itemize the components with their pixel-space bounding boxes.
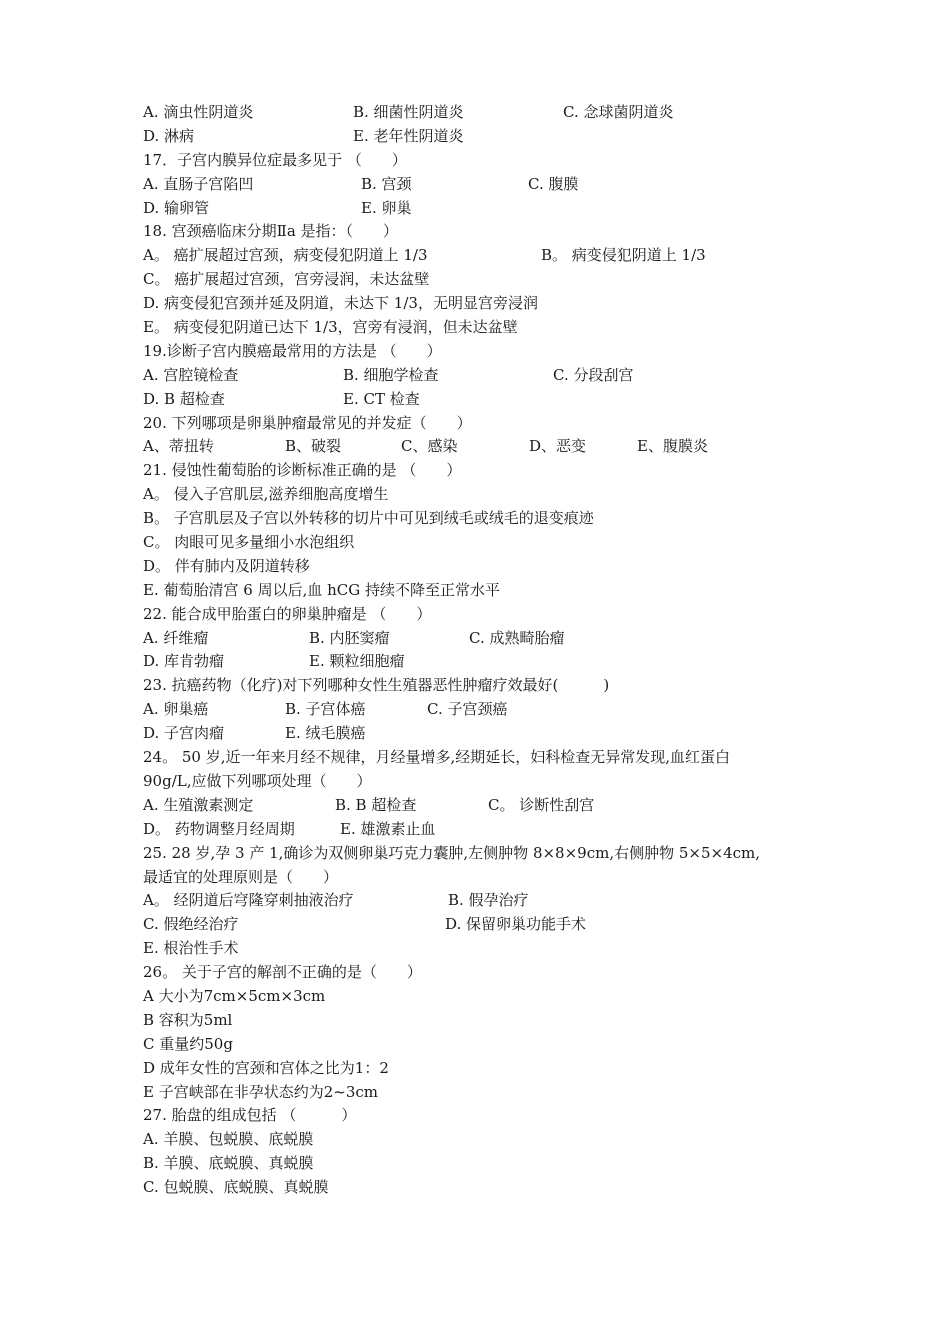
- option-text: C. 腹膜: [528, 174, 579, 193]
- line-text: 21. 侵蚀性葡萄胎的诊断标准正确的是 （ ）: [143, 461, 462, 480]
- option-text: D。 药物调整月经周期: [143, 819, 295, 838]
- option-text: B. B 超检查: [335, 795, 417, 814]
- document-body: [143, 101, 843, 1200]
- option-text: A. 直肠子宫陷凹: [143, 174, 254, 193]
- line-text: 24。 50 岁,近一年来月经不规律，月经量增多,经期延长，妇科检查无异常发现,血红蛋白: [143, 748, 731, 767]
- line-text: A 大小为7cm×5cm×3cm: [143, 986, 326, 1005]
- text-line: [143, 866, 843, 890]
- option-text: A。 癌扩展超过宫颈，病变侵犯阴道上 1/3: [143, 246, 428, 265]
- option-text: B. 宫颈: [361, 174, 412, 193]
- option-text: C。 诊断性刮宫: [488, 795, 595, 814]
- text-line: [143, 1152, 843, 1176]
- option-text: B. 子宫体癌: [285, 700, 366, 719]
- option-text: A、蒂扭转: [143, 437, 214, 456]
- line-text: B 容积为5ml: [143, 1010, 233, 1029]
- line-text: 20. 下列哪项是卵巢肿瘤最常见的并发症（ ）: [143, 413, 472, 432]
- option-text: B. 细胞学检查: [343, 365, 439, 384]
- text-line: [143, 483, 843, 507]
- text-line: [143, 340, 843, 364]
- text-line: [143, 459, 843, 483]
- option-text: E. 老年性阴道炎: [353, 126, 464, 145]
- line-text: C 重量约50g: [143, 1034, 233, 1053]
- text-line: [143, 1176, 843, 1200]
- option-text: A。 经阴道后穹隆穿刺抽液治疗: [143, 891, 354, 910]
- line-text: E. 葡萄胎清宫 6 周以后,血 hCG 持续不降至正常水平: [143, 580, 500, 599]
- option-text: B、破裂: [285, 437, 342, 456]
- text-line: [143, 149, 843, 173]
- text-line: [143, 173, 843, 197]
- text-line: [143, 364, 843, 388]
- option-text: D. 子宫肉瘤: [143, 724, 225, 743]
- option-text: B。 病变侵犯阴道上 1/3: [541, 246, 706, 265]
- line-text: B. 羊膜、底蜕膜、真蜕膜: [143, 1154, 314, 1173]
- line-text: B。 子宫肌层及子宫以外转移的切片中可见到绒毛或绒毛的退变痕迹: [143, 509, 594, 528]
- text-line: [143, 698, 843, 722]
- line-text: 19.诊断子宫内膜癌最常用的方法是 （ ）: [143, 341, 442, 360]
- text-line: [143, 1128, 843, 1152]
- text-line: [143, 961, 843, 985]
- text-line: [143, 244, 843, 268]
- line-text: 90g/L,应做下列哪项处理（ ）: [143, 771, 372, 790]
- option-text: B. 假孕治疗: [448, 891, 529, 910]
- text-line: [143, 627, 843, 651]
- option-text: D. 库肯勃瘤: [143, 652, 225, 671]
- text-line: [143, 842, 843, 866]
- text-line: [143, 1009, 843, 1033]
- option-text: C. 念球菌阴道炎: [563, 103, 674, 121]
- line-text: D 成年女性的宫颈和宫体之比为1：2: [143, 1058, 389, 1077]
- text-line: [143, 913, 843, 937]
- text-line: [143, 1104, 843, 1128]
- text-line: [143, 125, 843, 149]
- option-text: A. 纤维瘤: [143, 628, 209, 647]
- option-text: A. 生殖激素测定: [143, 795, 254, 814]
- text-line: [143, 555, 843, 579]
- option-text: D. 淋病: [143, 126, 195, 145]
- text-line: [143, 412, 843, 436]
- text-line: [143, 507, 843, 531]
- option-text: A. 宫腔镜检查: [143, 365, 239, 384]
- line-text: C。 癌扩展超过宫颈，宫旁浸润，未达盆壁: [143, 270, 430, 289]
- line-text: C. 包蜕膜、底蜕膜、真蜕膜: [143, 1178, 329, 1197]
- option-text: C、感染: [401, 437, 458, 456]
- text-line: [143, 889, 843, 913]
- text-line: [143, 650, 843, 674]
- option-text: C. 子宫颈癌: [427, 700, 508, 719]
- option-text: A. 滴虫性阴道炎: [143, 103, 254, 121]
- option-text: E. 卵巢: [361, 198, 412, 217]
- text-line: [143, 770, 843, 794]
- option-text: C. 假绝经治疗: [143, 915, 239, 934]
- text-line: [143, 292, 843, 316]
- text-line: [143, 746, 843, 770]
- text-line: [143, 818, 843, 842]
- text-line: [143, 268, 843, 292]
- line-text: 17．子宫内膜异位症最多见于 （ ）: [143, 150, 407, 169]
- option-text: B. 细菌性阴道炎: [353, 103, 464, 121]
- option-text: E、腹膜炎: [637, 437, 708, 456]
- line-text: E。 病变侵犯阴道已达下 1/3，宫旁有浸润，但未达盆壁: [143, 318, 518, 337]
- text-line: [143, 197, 843, 221]
- line-text: 26。 关于子宫的解剖不正确的是（ ）: [143, 963, 422, 982]
- line-text: 23. 抗癌药物（化疗)对下列哪种女性生殖器恶性肿瘤疗效最好( ): [143, 676, 610, 695]
- text-line: [143, 674, 843, 698]
- line-text: 27. 胎盘的组成包括 （ ）: [143, 1106, 357, 1125]
- option-text: D. B 超检查: [143, 389, 225, 408]
- option-text: A. 卵巢癌: [143, 700, 209, 719]
- option-text: D. 输卵管: [143, 198, 210, 217]
- option-text: D、恶变: [529, 437, 587, 456]
- text-line: [143, 579, 843, 603]
- text-line: [143, 937, 843, 961]
- text-line: [143, 985, 843, 1009]
- line-text: 最适宜的处理原则是（ ）: [143, 867, 339, 886]
- line-text: E 子宫峡部在非孕状态约为2~3cm: [143, 1082, 378, 1101]
- line-text: A. 羊膜、包蜕膜、底蜕膜: [143, 1130, 314, 1149]
- option-text: B. 内胚窦瘤: [309, 628, 390, 647]
- option-text: E. CT 检查: [343, 389, 420, 408]
- line-text: D。 伴有肺内及阴道转移: [143, 556, 310, 575]
- option-text: C. 分段刮宫: [553, 365, 634, 384]
- line-text: 18. 宫颈癌临床分期Ⅱa 是指：（ ）: [143, 222, 399, 241]
- text-line: [143, 531, 843, 555]
- text-line: [143, 1033, 843, 1057]
- text-line: [143, 435, 843, 459]
- text-line: [143, 1057, 843, 1081]
- option-text: C. 成熟畸胎瘤: [469, 628, 565, 647]
- option-text: E. 颗粒细胞瘤: [309, 652, 405, 671]
- line-text: D. 病变侵犯宫颈并延及阴道，未达下 1/3，无明显宫旁浸润: [143, 294, 538, 313]
- line-text: 22. 能合成甲胎蛋白的卵巢肿瘤是 （ ）: [143, 604, 432, 623]
- line-text: C。 肉眼可见多量细小水泡组织: [143, 533, 355, 552]
- text-line: [143, 101, 843, 125]
- line-text: E. 根治性手术: [143, 939, 239, 958]
- text-line: [143, 1081, 843, 1105]
- option-text: E. 绒毛膜癌: [285, 724, 366, 743]
- text-line: [143, 794, 843, 818]
- option-text: E. 雄激素止血: [340, 819, 436, 838]
- text-line: [143, 220, 843, 244]
- text-line: [143, 316, 843, 340]
- text-line: [143, 722, 843, 746]
- text-line: [143, 388, 843, 412]
- line-text: 25. 28 岁,孕 3 产 1,确诊为双侧卵巢巧克力囊肿,左侧肿物 8×8×9cm,右侧肿物 5×5×4cm,: [143, 843, 761, 862]
- text-line: [143, 603, 843, 627]
- line-text: A。 侵入子宫肌层,滋养细胞高度增生: [143, 485, 389, 504]
- option-text: D. 保留卵巢功能手术: [445, 915, 587, 934]
